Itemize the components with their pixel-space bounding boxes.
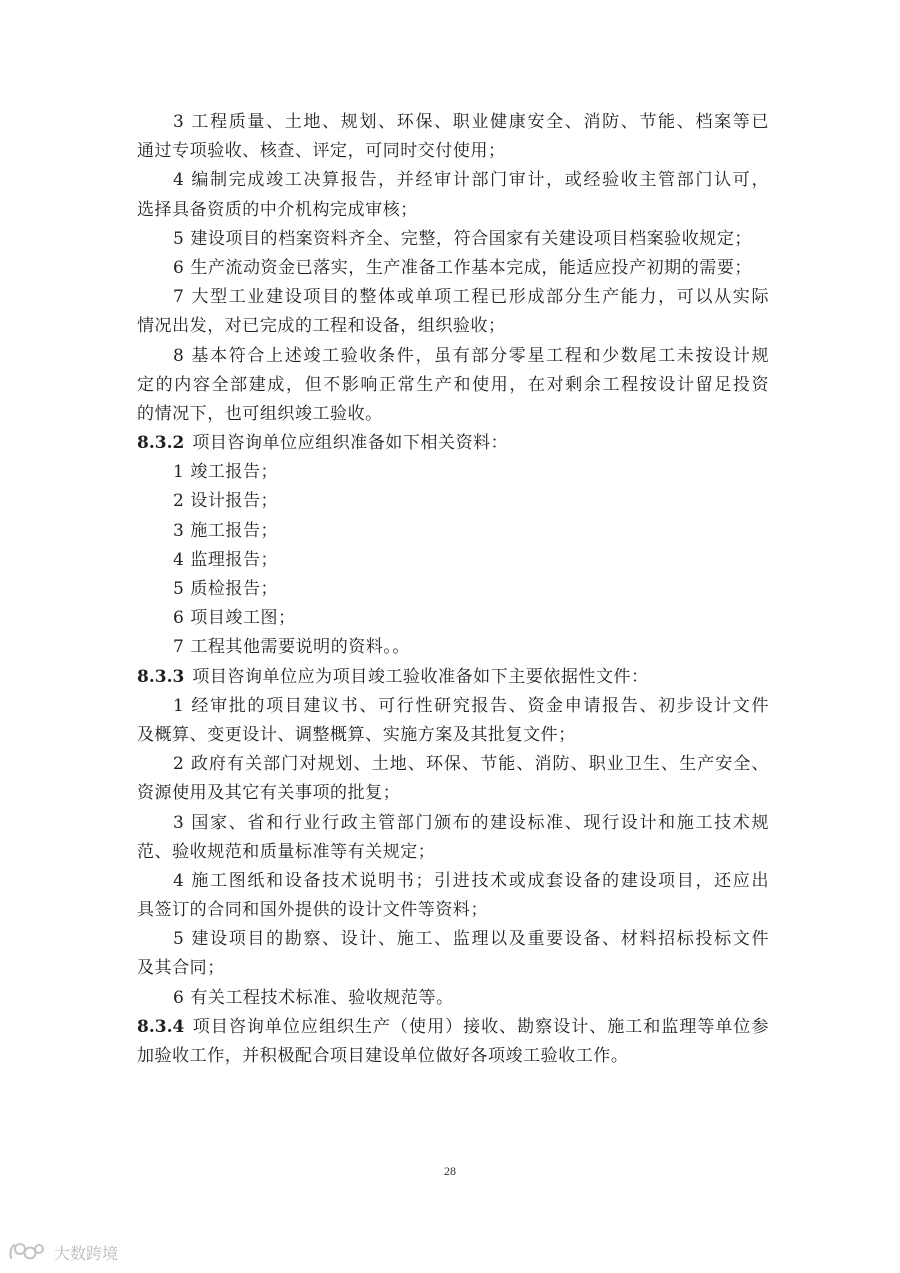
list-item-line: 5 质检报告； <box>173 579 279 599</box>
list-item-line: 7 工程其他需要说明的资料。。 <box>173 637 410 658</box>
section-heading <box>137 663 769 692</box>
watermark <box>8 1240 118 1264</box>
list-item-line: 7 大型工业建设项目的整体或单项工程已形成部分生产能力，可以从实际 <box>173 287 769 308</box>
section-heading <box>137 1013 769 1042</box>
list-item-line: 具签订的合同和国外提供的设计文件等资料； <box>137 900 488 921</box>
page-number: 28 <box>444 1164 456 1178</box>
list-item-line: 的情况下，也可组织竣工验收。 <box>137 403 383 424</box>
list-item-line: 5 建设项目的档案资料齐全、完整，符合国家有关建设项目档案验收规定； <box>173 228 752 249</box>
list-item-line: 2 设计报告； <box>173 491 279 512</box>
list-item-line: 8 基本符合上述竣工验收条件，虽有部分零星工程和少数尾工未按设计规 <box>173 345 769 366</box>
section-heading <box>137 429 769 458</box>
list-item-line: 选择具备资质的中介机构完成审核； <box>137 199 418 220</box>
list-item-line: 1 经审批的项目建议书、可行性研究报告、资金申请报告、初步设计文件 <box>173 695 769 716</box>
section-text: 项目咨询单位应组织生产（使用）接收、勘察设计、施工和监理等单位参 <box>192 1016 769 1037</box>
list-item-line: 5 建设项目的勘察、设计、施工、监理以及重要设备、材料招标投标文件 <box>173 929 769 950</box>
list-item-line: 6 项目竣工图； <box>173 608 296 629</box>
section-text-line: 加验收工作，并积极配合项目建设单位做好各项竣工验收工作。 <box>137 1046 629 1066</box>
list-item-line: 4 监理报告； <box>173 549 279 570</box>
document-body <box>137 108 769 1071</box>
section-number: 8.3.2 <box>137 433 185 454</box>
list-item-line: 及概算、变更设计、调整概算、实施方案及其批复文件； <box>137 724 576 745</box>
list-item-line: 通过专项验收、核查、评定，可同时交付使用； <box>137 141 506 162</box>
list-item-line: 3 施工报告； <box>173 520 279 541</box>
list-item-line: 6 有关工程技术标准、验收规范等。 <box>173 987 454 1008</box>
section-text: 项目咨询单位应为项目竣工验收准备如下主要依据性文件： <box>192 666 649 687</box>
list-item-line: 2 政府有关部门对规划、土地、环保、节能、消防、职业卫生、生产安全、 <box>173 754 769 775</box>
list-item-line: 及其合同； <box>137 958 225 979</box>
list-item-line: 4 施工图纸和设备技术说明书；引进技术或成套设备的建设项目，还应出 <box>173 870 769 891</box>
list-item-line: 资源使用及其它有关事项的批复； <box>137 783 401 804</box>
list-item-line: 定的内容全部建成，但不影响正常生产和使用，在对剩余工程按设计留足投资 <box>137 374 769 395</box>
list-item-line: 6 生产流动资金已落实，生产准备工作基本完成，能适应投产初期的需要； <box>173 257 752 278</box>
brand-logo-icon <box>8 1240 48 1264</box>
section-text: 项目咨询单位应组织准备如下相关资料： <box>192 433 509 454</box>
list-item-line: 情况出发，对已完成的工程和设备，组织验收； <box>137 316 506 337</box>
list-item-line: 4 编制完成竣工决算报告，并经审计部门审计，或经验收主管部门认可， <box>173 170 769 191</box>
section-number: 8.3.4 <box>137 1016 185 1037</box>
watermark-text: 大数跨境 <box>54 1243 119 1263</box>
section-number: 8.3.3 <box>137 666 185 687</box>
list-item-line: 3 国家、省和行业行政主管部门颁布的建设标准、现行设计和施工技术规 <box>173 812 769 833</box>
list-item-line: 范、验收规范和质量标准等有关规定； <box>137 841 436 862</box>
list-item-line: 1 竣工报告； <box>173 462 279 483</box>
list-item-line: 3 工程质量、土地、规划、环保、职业健康安全、消防、节能、档案等已 <box>173 112 769 132</box>
